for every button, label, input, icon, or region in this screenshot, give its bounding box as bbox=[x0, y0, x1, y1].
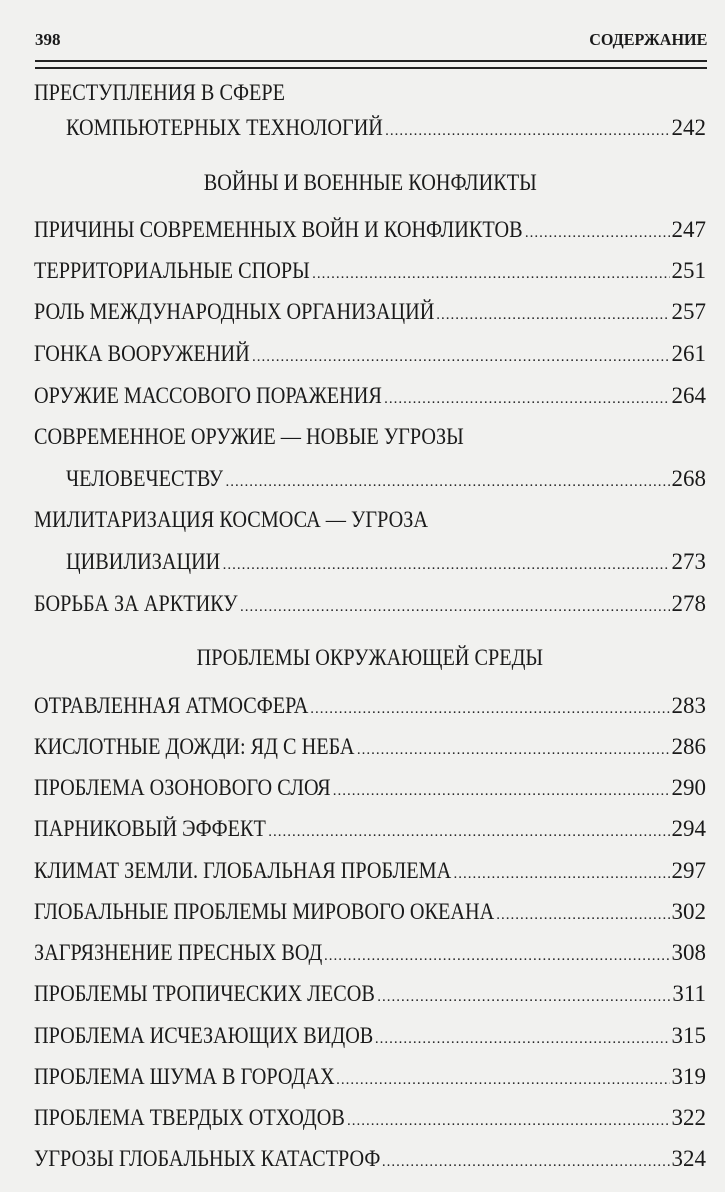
toc-entry-title: ПРОБЛЕМА ШУМА В ГОРОДАХ bbox=[34, 1064, 335, 1089]
toc-entry-title: БОРЬБА ЗА АРКТИКУ bbox=[34, 591, 238, 616]
toc-entry-title: ПРОБЛЕМА ИСЧЕЗАЮЩИХ ВИДОВ bbox=[34, 1023, 374, 1048]
toc-entry-title: ГОНКА ВООРУЖЕНИЙ bbox=[34, 341, 250, 366]
toc-page-number: 261 bbox=[671, 341, 706, 366]
toc-entry-title: МИЛИТАРИЗАЦИЯ КОСМОСА — УГРОЗА bbox=[34, 507, 428, 532]
toc-section-heading: ВОЙНЫ И ВОЕННЫЕ КОНФЛИКТЫ bbox=[203, 170, 537, 195]
dot-leader bbox=[384, 384, 669, 414]
toc-page-number: 297 bbox=[671, 858, 706, 883]
toc-entry[interactable] bbox=[34, 1144, 706, 1174]
dot-leader bbox=[496, 900, 669, 930]
toc-entry[interactable] bbox=[34, 1062, 706, 1092]
toc-section-heading: ПРОБЛЕМЫ ОКРУЖАЮЩЕЙ СРЕДЫ bbox=[196, 645, 544, 670]
dot-leader bbox=[385, 116, 669, 146]
dot-leader bbox=[436, 300, 669, 330]
toc-entry[interactable] bbox=[34, 979, 706, 1009]
dot-leader bbox=[268, 817, 669, 847]
toc-page-number: 302 bbox=[671, 899, 706, 924]
toc-entry[interactable] bbox=[34, 773, 706, 803]
dot-leader bbox=[336, 1065, 669, 1095]
toc-entry-title: КЛИМАТ ЗЕМЛИ. ГЛОБАЛЬНАЯ ПРОБЛЕМА bbox=[34, 858, 452, 883]
toc-entry[interactable] bbox=[34, 897, 706, 927]
toc-entry[interactable] bbox=[34, 256, 706, 286]
toc-entry[interactable] bbox=[34, 856, 706, 886]
toc-entry[interactable] bbox=[34, 1103, 706, 1133]
toc-page-number: 257 bbox=[671, 299, 706, 324]
toc-page-number: 278 bbox=[671, 591, 706, 616]
toc-entry-title: ПРОБЛЕМА ОЗОНОВОГО СЛОЯ bbox=[34, 775, 331, 800]
dot-leader bbox=[377, 982, 670, 1012]
toc-entry-title: КИСЛОТНЫЕ ДОЖДИ: ЯД С НЕБА bbox=[34, 734, 355, 759]
toc-entry-title: ПРИЧИНЫ СОВРЕМЕННЫХ ВОЙН И КОНФЛИКТОВ bbox=[34, 217, 523, 242]
toc-page-number: 322 bbox=[671, 1105, 706, 1130]
toc-page-number: 242 bbox=[671, 115, 706, 140]
toc-page-number: 286 bbox=[671, 734, 706, 759]
toc-entry-line1 bbox=[34, 422, 706, 452]
dot-leader bbox=[223, 550, 670, 580]
dot-leader bbox=[453, 859, 669, 889]
toc-entry-title: ЦИВИЛИЗАЦИИ bbox=[66, 549, 221, 574]
toc-entry-title: РОЛЬ МЕЖДУНАРОДНЫХ ОРГАНИЗАЦИЙ bbox=[34, 299, 435, 324]
toc-page-number: 294 bbox=[671, 816, 706, 841]
toc-entry-title: ОРУЖИЕ МАССОВОГО ПОРАЖЕНИЯ bbox=[34, 383, 382, 408]
toc-entry[interactable] bbox=[34, 215, 706, 245]
toc-page-number: 283 bbox=[671, 693, 706, 718]
toc-entry-title: ОТРАВЛЕННАЯ АТМОСФЕРА bbox=[34, 693, 309, 718]
running-head-title: СОДЕРЖАНИЕ bbox=[588, 30, 707, 49]
running-head bbox=[35, 30, 707, 54]
dot-leader bbox=[240, 592, 670, 622]
dot-leader bbox=[324, 941, 670, 971]
dot-leader bbox=[310, 694, 669, 724]
toc-page-number: 290 bbox=[671, 775, 706, 800]
toc-entry[interactable] bbox=[34, 297, 706, 327]
toc-entry[interactable] bbox=[34, 938, 706, 968]
toc-entry[interactable] bbox=[34, 691, 706, 721]
toc-entry-title: ТЕРРИТОРИАЛЬНЫЕ СПОРЫ bbox=[34, 258, 310, 283]
dot-leader bbox=[525, 218, 670, 248]
dot-leader bbox=[226, 467, 670, 497]
toc-entry[interactable] bbox=[34, 113, 706, 143]
dot-leader bbox=[357, 735, 670, 765]
toc-entry-title: ПРОБЛЕМА ТВЕРДЫХ ОТХОДОВ bbox=[34, 1105, 345, 1130]
dot-leader bbox=[312, 259, 669, 289]
toc-entry-title: ПРЕСТУПЛЕНИЯ В СФЕРЕ bbox=[34, 80, 285, 105]
toc-entry-title: ГЛОБАЛЬНЫЕ ПРОБЛЕМЫ МИРОВОГО ОКЕАНА bbox=[34, 899, 495, 924]
dot-leader bbox=[333, 776, 670, 806]
toc-page-number: 324 bbox=[671, 1146, 706, 1171]
toc-page-number: 308 bbox=[671, 940, 706, 965]
toc-entry-line1 bbox=[34, 78, 706, 108]
toc-page-number: 315 bbox=[671, 1023, 706, 1048]
toc-entry[interactable] bbox=[34, 814, 706, 844]
toc-page-number: 251 bbox=[671, 258, 706, 283]
toc-entry[interactable] bbox=[34, 1021, 706, 1051]
page-number: 398 bbox=[35, 30, 61, 49]
toc-entry[interactable] bbox=[34, 732, 706, 762]
toc-entry-title: СОВРЕМЕННОЕ ОРУЖИЕ — НОВЫЕ УГРОЗЫ bbox=[34, 424, 464, 449]
toc-page-number: 247 bbox=[671, 217, 706, 242]
dot-leader bbox=[347, 1106, 669, 1136]
header-rule-top bbox=[35, 60, 707, 62]
toc-page-number: 319 bbox=[671, 1064, 706, 1089]
toc-entry-title: КОМПЬЮТЕРНЫХ ТЕХНОЛОГИЙ bbox=[66, 115, 383, 140]
toc-entry-title: ЧЕЛОВЕЧЕСТВУ bbox=[66, 466, 224, 491]
toc-entry-title: ЗАГРЯЗНЕНИЕ ПРЕСНЫХ ВОД bbox=[34, 940, 323, 965]
dot-leader bbox=[382, 1147, 670, 1177]
toc-page-number: 311 bbox=[672, 981, 706, 1006]
toc-entry[interactable] bbox=[34, 381, 706, 411]
toc-entry[interactable] bbox=[34, 464, 706, 494]
toc-entry[interactable] bbox=[34, 589, 706, 619]
header-rule-bottom bbox=[35, 67, 707, 69]
toc-page-number: 273 bbox=[671, 549, 706, 574]
toc-page-number: 268 bbox=[671, 466, 706, 491]
dot-leader bbox=[375, 1024, 670, 1054]
toc-entry[interactable] bbox=[34, 547, 706, 577]
toc-entry-title: УГРОЗЫ ГЛОБАЛЬНЫХ КАТАСТРОФ bbox=[34, 1146, 381, 1171]
toc-page-number: 264 bbox=[671, 383, 706, 408]
toc-entry-title: ПАРНИКОВЫЙ ЭФФЕКТ bbox=[34, 816, 266, 841]
toc-entry-title: ПРОБЛЕМЫ ТРОПИЧЕСКИХ ЛЕСОВ bbox=[34, 981, 375, 1006]
toc-entry[interactable] bbox=[34, 339, 706, 369]
dot-leader bbox=[252, 342, 670, 372]
toc-entry-line1 bbox=[34, 505, 706, 535]
